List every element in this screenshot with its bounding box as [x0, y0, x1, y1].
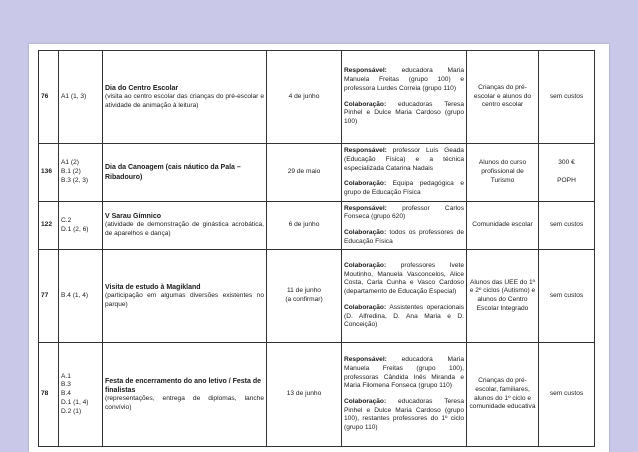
- responsible-text: educadora Maria Manuela Freitas (grupo 100), professoras Cândida Inês Miranda e Maria Filomena Fonseca (grupo 110): [344, 356, 464, 390]
- activity-description: (participação em algumas diversões existentes no parque): [105, 291, 264, 308]
- cost-line: sem custos: [549, 221, 584, 229]
- activity-number: 77: [39, 250, 59, 343]
- responsible-text: professor Carlos Fonseca (grupo 620): [344, 204, 464, 221]
- responsible-label: Colaboração:: [344, 262, 387, 270]
- responsible-text: educadora Maria Manuela Freitas (grupo 100) e professora Lurdes Correia (grupo 110): [344, 67, 464, 92]
- responsible-label: Responsável:: [344, 147, 387, 155]
- audience-cell: Crianças do pré-escolar e alunos do centro escolar: [467, 51, 539, 144]
- cost-line: POPH: [557, 177, 576, 184]
- responsible-label: Responsável:: [344, 356, 387, 364]
- cost-line: sem custos: [549, 92, 584, 100]
- objective: D.1 (1, 4): [61, 398, 89, 406]
- activity-title: Dia da Canoagem (cais náutico da Pala – Ribadouro): [105, 164, 241, 181]
- responsible-cell: [342, 250, 467, 343]
- activity-cell: [103, 144, 267, 202]
- activity-number: 78: [39, 343, 59, 447]
- activity-description: (representações, entrega de diplomas, lanche convívio): [105, 394, 264, 411]
- objectives-cell: [59, 250, 103, 343]
- responsible-cell: [342, 51, 467, 144]
- activity-cell: [103, 202, 267, 250]
- table-row: [39, 343, 595, 447]
- date-line: (a confirmar): [285, 296, 323, 303]
- collaboration-label: Colaboração:: [344, 229, 387, 236]
- responsible-label: Responsável:: [344, 67, 387, 75]
- objective: D.2 (1): [61, 407, 82, 415]
- cost-line: sem custos: [549, 390, 584, 398]
- document-page: [29, 44, 609, 452]
- date-line: 29 de maio: [287, 168, 321, 176]
- objective: A1 (1, 3): [61, 92, 87, 100]
- cost-line: 300 €: [558, 159, 575, 167]
- collaboration-text: todos os professores de Educação Física: [344, 229, 464, 245]
- collaboration-text: educadoras Teresa Pinhel e Dulce Maria Cardoso (grupo 100), restantes professores do 1º ciclo (grupo 110): [344, 398, 464, 432]
- table-row: [39, 250, 595, 343]
- date-line: 6 de junho: [288, 221, 320, 229]
- collaboration-label: Colaboração:: [344, 303, 387, 311]
- responsible-cell: [342, 343, 467, 447]
- activity-number: 122: [39, 202, 59, 250]
- responsible-cell: [342, 202, 467, 250]
- activity-number: 136: [39, 144, 59, 202]
- date-line: 11 de junho: [287, 287, 321, 295]
- date-cell: [267, 202, 342, 250]
- activity-title: Visita de estudo à Magikland: [105, 283, 201, 291]
- cost-cell: [539, 202, 595, 250]
- objective: B.1 (2): [61, 168, 81, 176]
- collaboration-text: Equipa pedagógica e grupo de Educação Física: [344, 180, 464, 197]
- activity-cell: [103, 51, 267, 144]
- collaboration-text: educadoras Teresa Pinhel e Dulce Maria Cardoso (grupo 100): [344, 100, 464, 125]
- date-cell: [267, 343, 342, 447]
- objective: B.3 (2, 3): [61, 176, 89, 184]
- objective: B.4 (1, 4): [61, 291, 89, 299]
- table-row: [39, 144, 595, 202]
- activity-cell: [103, 343, 267, 447]
- activity-cell: [103, 250, 267, 343]
- activity-title: V Sarau Gímnico: [105, 213, 162, 221]
- objective: B.3: [61, 381, 71, 389]
- objectives-cell: [59, 51, 103, 144]
- collaboration-text: Assistentes operacionais (D. Alfredina, D. Ana Maria e D. Conceição): [344, 303, 465, 329]
- cost-cell: [539, 51, 595, 144]
- activity-description: (atividade de demonstração de ginástica acrobática, de aparelhos e dança): [105, 221, 264, 238]
- activity-title: Dia do Centro Escolar: [105, 84, 179, 92]
- responsible-cell: [342, 144, 467, 202]
- date-line: 4 de junho: [288, 92, 320, 100]
- responsible-label: Responsável:: [344, 204, 387, 212]
- audience-cell: Comunidade escolar: [467, 202, 539, 250]
- cost-cell: [539, 144, 595, 202]
- date-cell: [267, 144, 342, 202]
- objectives-cell: [59, 144, 103, 202]
- date-cell: [267, 250, 342, 343]
- objective: A1 (2): [61, 159, 79, 167]
- table-row: [39, 51, 595, 144]
- objective: A.1: [61, 372, 71, 380]
- date-line: 13 de junho: [286, 390, 322, 398]
- collaboration-label: Colaboração:: [344, 100, 387, 108]
- activity-description: (visita ao centro escolar das crianças do pré-escolar e atividade de animação à leitura): [105, 92, 264, 109]
- responsible-text: professor Luís Geada (Educação Física) e a técnica especializada Catarina Nadais: [344, 147, 464, 172]
- table-row: [39, 202, 595, 250]
- objectives-cell: [59, 202, 103, 250]
- objectives-cell: [59, 343, 103, 447]
- activities-table: [38, 50, 595, 447]
- responsible-text: professores Ivete Moutinho, Manuela Vasconcelos, Alice Costa, Carla Cunha e Vasco Cardoso (departamento de Educação Especial): [344, 262, 464, 296]
- objective: C.2: [61, 216, 72, 224]
- cost-cell: [539, 343, 595, 447]
- audience-cell: Alunos do curso profissional de Turismo: [467, 144, 539, 202]
- audience-cell: Alunos das UEE do 1º e 2º ciclos (Autismo) e alunos do Centro Escolar Integrado: [467, 250, 539, 343]
- collaboration-label: Colaboração:: [344, 180, 387, 188]
- activity-title: Festa de encerramento do ano letivo / Festa de finalistas: [105, 377, 261, 394]
- cost-cell: [539, 250, 595, 343]
- objective: D.1 (2, 6): [61, 225, 89, 233]
- collaboration-label: Colaboração:: [344, 398, 387, 405]
- cost-line: sem custos: [549, 291, 584, 299]
- objective: B.4: [61, 390, 71, 398]
- date-cell: [267, 51, 342, 144]
- activity-number: 76: [39, 51, 59, 144]
- audience-cell: Crianças do pré-escolar, familiares, alunos do 1º ciclo e comunidade educativa: [467, 343, 539, 447]
